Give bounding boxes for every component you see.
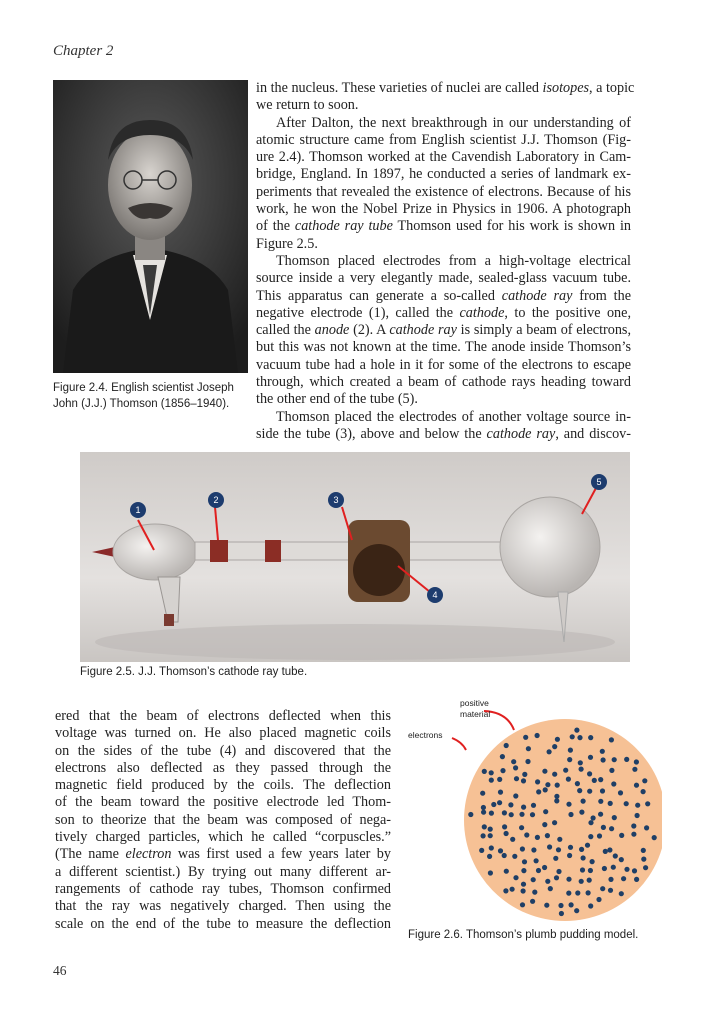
electron-dot xyxy=(634,759,639,764)
electron-dot xyxy=(513,765,518,770)
text-line: periments that revealed the existence of electrons. Because of his xyxy=(256,183,631,200)
page-number: 46 xyxy=(53,963,67,978)
electron-dot xyxy=(488,827,493,832)
electron-dot xyxy=(489,845,494,850)
marker-4: 4 xyxy=(427,587,443,603)
electron-dot xyxy=(556,847,561,852)
text-line: side the tube (3), above and below the cathode ray, and discov- xyxy=(256,425,631,442)
electron-dot xyxy=(645,801,650,806)
text-line: but this was not known at the time. The anode inside Thomson’s xyxy=(256,339,631,356)
text-line: the other end of the tube (5). xyxy=(256,391,418,408)
electron-dot xyxy=(574,728,579,733)
electron-dot xyxy=(481,810,486,815)
text-line: work, he won the Nobel Prize in Physics in 1906. A photograph xyxy=(256,201,631,218)
text-line: Thomson placed electrodes from a high-voltage electrical xyxy=(276,252,631,269)
electron-dot xyxy=(519,825,524,830)
electron-dot xyxy=(591,815,596,820)
electron-dot xyxy=(559,911,564,916)
electron-dot xyxy=(609,737,614,742)
electron-dot xyxy=(567,853,572,858)
electron-dot xyxy=(612,757,617,762)
electron-dot xyxy=(555,737,560,742)
electron-dot xyxy=(525,759,530,764)
electron-dot xyxy=(544,903,549,908)
electron-dot xyxy=(497,777,502,782)
text-line: vacuum tube had a hole in it for some of the electrons to escape xyxy=(256,356,631,373)
electron-dot xyxy=(607,847,612,852)
electron-dot xyxy=(590,859,595,864)
cathode-ray-tube-photo xyxy=(80,452,630,662)
electron-dot xyxy=(502,824,507,829)
electron-dot xyxy=(545,879,550,884)
electron-dot xyxy=(520,902,525,907)
electron-dot xyxy=(513,793,518,798)
electron-dot xyxy=(482,824,487,829)
electron-dot xyxy=(644,825,649,830)
electron-dot xyxy=(611,865,616,870)
electron-dot xyxy=(523,735,528,740)
electron-dot xyxy=(635,803,640,808)
electron-dot xyxy=(567,757,572,762)
electron-dot xyxy=(580,867,585,872)
electron-dot xyxy=(581,855,586,860)
electron-dot xyxy=(511,759,516,764)
electron-dot xyxy=(619,833,624,838)
electron-dot xyxy=(600,749,605,754)
electron-dot xyxy=(500,754,505,759)
electron-dot xyxy=(548,886,553,891)
electron-dot xyxy=(498,790,503,795)
electron-dot xyxy=(608,888,613,893)
electron-dot xyxy=(635,813,640,818)
electron-dot xyxy=(503,888,508,893)
electron-dot xyxy=(588,868,593,873)
electron-dot xyxy=(547,844,552,849)
electron-dot xyxy=(568,845,573,850)
electron-dot xyxy=(512,854,517,859)
electron-dot xyxy=(601,757,606,762)
electron-dot xyxy=(545,833,550,838)
electron-dot xyxy=(552,772,557,777)
electron-dot xyxy=(597,833,602,838)
electron-dot xyxy=(543,809,548,814)
text-line: rangements of cathode ray tubes, Thomson confirmed xyxy=(55,880,391,897)
positive-sphere xyxy=(464,719,662,921)
electron-dot xyxy=(522,772,527,777)
electron-dot xyxy=(558,903,563,908)
electron-dot xyxy=(542,865,547,870)
electron-dot xyxy=(504,743,509,748)
electron-dot xyxy=(579,767,584,772)
electron-dot xyxy=(555,783,560,788)
text-line: of the beam toward the positive electrode led Thom- xyxy=(55,794,391,811)
electron-dot xyxy=(585,843,590,848)
figure-2-4-caption xyxy=(53,380,253,412)
figure-2-5-caption: Figure 2.5. J.J. Thomson’s cathode ray tube. xyxy=(80,666,308,678)
electron-dot xyxy=(579,810,584,815)
electron-dot xyxy=(621,876,626,881)
electron-dot xyxy=(521,888,526,893)
text-line: This apparatus can generate a so-called cathode ray from the xyxy=(256,287,631,304)
caption-line: John (J.J.) Thomson (1856–1940). xyxy=(53,398,230,410)
electron-dot xyxy=(578,760,583,765)
text-line: a different scientist.) By trying out many different ar- xyxy=(55,863,391,880)
label-electrons: electrons xyxy=(408,730,443,740)
electron-dot xyxy=(588,755,593,760)
electron-dot xyxy=(519,812,524,817)
electron-dot xyxy=(611,781,616,786)
electron-dot xyxy=(552,820,557,825)
electron-dot xyxy=(530,899,535,904)
electron-dot xyxy=(641,789,646,794)
electron-dot xyxy=(542,822,547,827)
electron-dot xyxy=(563,768,568,773)
text-line: electrons also deflected as they passed through the xyxy=(55,759,391,776)
marker-1: 1 xyxy=(130,502,146,518)
electron-dot xyxy=(514,776,519,781)
electron-dot xyxy=(631,832,636,837)
text-line: atomic structure came from English scientist J.J. Thomson (Fig- xyxy=(256,131,631,148)
electron-dot xyxy=(488,833,493,838)
electron-dot xyxy=(509,812,514,817)
electron-dot xyxy=(579,847,584,852)
electron-dot xyxy=(642,778,647,783)
electron-dot xyxy=(480,791,485,796)
text-line: tively charged particles, which he called “corpuscles.” xyxy=(55,829,391,846)
electron-dot xyxy=(624,757,629,762)
electron-dot xyxy=(504,869,509,874)
electron-dot xyxy=(632,767,637,772)
label-material: material xyxy=(460,709,491,719)
text-line: on the sides of the tube (4) and discovered that the xyxy=(55,742,391,759)
text-line: source inside a very elegantly made, sealed-glass vacuum tube. xyxy=(256,270,631,287)
electron-dot xyxy=(566,802,571,807)
electron-dot xyxy=(608,877,613,882)
electron-dot xyxy=(542,769,547,774)
electron-dot xyxy=(587,789,592,794)
text-line: Thomson placed the electrodes of another voltage source in- xyxy=(276,408,631,425)
electron-dot xyxy=(530,812,535,817)
electron-dot xyxy=(552,744,557,749)
electron-dot xyxy=(641,848,646,853)
electron-dot xyxy=(598,777,603,782)
electron-dot xyxy=(587,771,592,776)
electron-dot xyxy=(535,835,540,840)
electron-dot xyxy=(502,853,507,858)
electron-dot xyxy=(553,856,558,861)
electron-dot xyxy=(598,812,603,817)
electron-dot xyxy=(608,801,613,806)
electron-dot xyxy=(575,890,580,895)
text-line: Figure 2.5. xyxy=(256,235,318,252)
electron-dot xyxy=(482,769,487,774)
electron-dot xyxy=(609,768,614,773)
electron-dot xyxy=(491,802,496,807)
electron-dot xyxy=(547,749,552,754)
electron-dot xyxy=(504,831,509,836)
marker-5: 5 xyxy=(591,474,607,490)
electron-dot xyxy=(613,853,618,858)
electron-dot xyxy=(634,877,639,882)
electron-dot xyxy=(568,812,573,817)
text-line: ered that the beam of electrons deflected when this xyxy=(55,708,391,724)
electron-dot xyxy=(536,789,541,794)
electron-dot xyxy=(624,801,629,806)
text-line: we return to soon. xyxy=(256,97,359,114)
electron-dot xyxy=(570,734,575,739)
text-line: ure 2.4). Thomson worked at the Cavendish Laboratory in Cam- xyxy=(256,149,631,166)
electron-dot xyxy=(577,788,582,793)
electron-dot xyxy=(596,897,601,902)
marker-2: 2 xyxy=(208,492,224,508)
electron-dot xyxy=(612,815,617,820)
electron-dot xyxy=(641,857,646,862)
chapter-header: Chapter 2 xyxy=(53,43,114,59)
electron-dot xyxy=(581,799,586,804)
electron-dot xyxy=(586,890,591,895)
text-line: negative electrode (1), called the cathode, to the positive one, xyxy=(256,304,631,321)
electron-dot xyxy=(592,778,597,783)
electron-dot xyxy=(602,866,607,871)
text-line: of the cathode ray tube Thomson used for his work is shown in xyxy=(256,218,632,235)
electron-dot xyxy=(522,859,527,864)
electron-dot xyxy=(498,848,503,853)
electron-dot xyxy=(479,848,484,853)
electron-dot xyxy=(487,854,492,859)
electron-dot xyxy=(643,865,648,870)
electron-dot xyxy=(521,805,526,810)
electron-dot xyxy=(603,849,608,854)
electron-dot xyxy=(524,832,529,837)
electron-dot xyxy=(535,779,540,784)
electron-dot xyxy=(554,794,559,799)
electron-dot xyxy=(534,858,539,863)
electron-dot xyxy=(489,770,494,775)
electron-dot xyxy=(554,875,559,880)
electron-dot xyxy=(532,890,537,895)
electron-dot xyxy=(521,882,526,887)
electron-dot xyxy=(566,891,571,896)
text-line: magnetic field produced by the coils. The deflection xyxy=(55,777,391,794)
right-text-column xyxy=(256,80,635,443)
text-line: through, which created a beam of cathode rays heading toward xyxy=(256,374,631,391)
electron-dot xyxy=(566,777,571,782)
electron-dot xyxy=(632,868,637,873)
electron-dot xyxy=(554,798,559,803)
electron-dot xyxy=(481,805,486,810)
bottom-text-column xyxy=(55,708,391,933)
electron-dot xyxy=(526,746,531,751)
electron-dot xyxy=(587,878,592,883)
electron-dot xyxy=(521,778,526,783)
electron-dot xyxy=(588,834,593,839)
electron-dot xyxy=(588,903,593,908)
electron-dot xyxy=(531,803,536,808)
text-line: voltage was turned on. He also placed magnetic coils xyxy=(55,725,391,742)
electron-dot xyxy=(600,788,605,793)
text-line: bridge, England. In 1897, he conducted a series of landmark ex- xyxy=(256,166,631,183)
electron-dot xyxy=(531,877,536,882)
electron-dot xyxy=(577,735,582,740)
electron-dot xyxy=(468,812,473,817)
electron-dot xyxy=(600,886,605,891)
electron-dot xyxy=(588,820,593,825)
electron-dot xyxy=(609,826,614,831)
thomson-portrait-photo xyxy=(53,80,248,373)
electron-dot xyxy=(508,802,513,807)
electron-dot xyxy=(652,835,657,840)
text-line: After Dalton, the next breakthrough in our understanding of xyxy=(276,114,631,131)
electron-dot xyxy=(598,799,603,804)
figure-2-6-caption: Figure 2.6. Thomson’s plumb pudding model. xyxy=(408,929,639,941)
text-line: in the nucleus. These varieties of nuclei are called isotopes, a topic xyxy=(256,80,635,96)
text-line: (The name electron was first used a few years later by xyxy=(55,846,391,863)
electron-dot xyxy=(543,787,548,792)
electron-dot xyxy=(489,778,494,783)
electron-dot xyxy=(510,837,515,842)
electron-dot xyxy=(574,908,579,913)
electron-dot xyxy=(521,868,526,873)
marker-3: 3 xyxy=(328,492,344,508)
electron-dot xyxy=(579,879,584,884)
electron-dot xyxy=(634,783,639,788)
electron-dot xyxy=(536,868,541,873)
text-line: called the anode (2). A cathode ray is simply a beam of electrons, xyxy=(256,322,631,339)
electron-dot xyxy=(618,790,623,795)
electron-dot xyxy=(535,733,540,738)
electron-dot xyxy=(566,877,571,882)
text-line: that the ray was negatively charged. Then using the xyxy=(55,898,391,915)
electron-dot xyxy=(556,869,561,874)
electron-dot xyxy=(497,800,502,805)
electron-dot xyxy=(520,846,525,851)
electron-dot xyxy=(575,781,580,786)
electron-dot xyxy=(488,870,493,875)
electron-dot xyxy=(619,891,624,896)
electron-dot xyxy=(631,823,636,828)
electron-dot xyxy=(588,735,593,740)
electron-dot xyxy=(502,810,507,815)
electron-dot xyxy=(568,748,573,753)
electron-dot xyxy=(513,875,518,880)
label-positive: positive xyxy=(460,698,489,708)
electron-dot xyxy=(531,847,536,852)
electron-dot xyxy=(481,833,486,838)
electron-dot xyxy=(545,782,550,787)
electron-dot xyxy=(489,811,494,816)
electron-dot xyxy=(557,837,562,842)
electron-dot xyxy=(601,825,606,830)
electrons-callout-line xyxy=(452,738,466,750)
electron-dot xyxy=(500,768,505,773)
electron-dot xyxy=(510,887,515,892)
text-line: son to theorize that the beam was composed of nega- xyxy=(55,811,391,828)
electron-dot xyxy=(569,902,574,907)
text-line: scale on the end of the tube to measure the deflection xyxy=(55,915,391,932)
electron-dot xyxy=(624,867,629,872)
caption-line: Figure 2.4. English scientist Joseph xyxy=(53,382,234,394)
electron-dot xyxy=(619,857,624,862)
plum-pudding-diagram xyxy=(402,692,662,922)
